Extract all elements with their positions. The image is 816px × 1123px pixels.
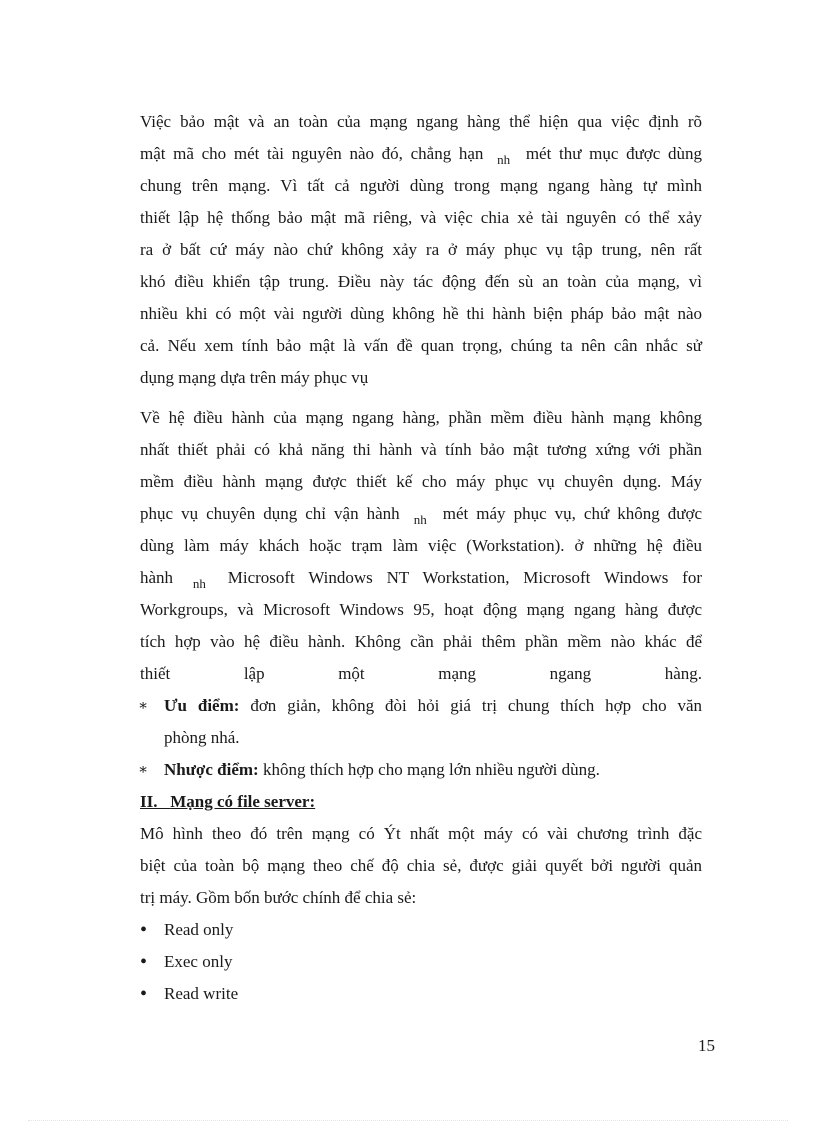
pros-line-2: phòng nhá.: [164, 728, 240, 747]
list-item-read-write: Read write: [164, 984, 239, 1003]
page-number: 15: [698, 1036, 715, 1055]
list-item-exec-only: Exec only: [164, 952, 233, 971]
para2-word: thiết: [140, 664, 171, 683]
cons-text: không thích hợp cho mạng lớn nhiều người dùng.: [262, 760, 600, 779]
subscript-nh: nh: [497, 152, 511, 167]
list-item-read-only: Read only: [164, 920, 234, 939]
para1-line-4: thiết lập hệ thống bảo mật mã riêng, và việc chia xẻ tài nguyên có thể xảy: [140, 208, 702, 227]
para2-word: ngang: [549, 664, 592, 683]
para1-line-2: [140, 138, 702, 170]
section-number: II.: [140, 792, 158, 811]
para2-line-7: Workgroups, và Microsoft Windows 95, hoạt động mạng ngang hàng được: [140, 600, 702, 619]
para2-line-4a: phục vụ chuyên dụng chỉ vận hành: [140, 504, 400, 523]
cons-bullet-icon: ∗: [138, 762, 149, 778]
pros-line-1: [164, 690, 702, 722]
section-line-2: biệt của toàn bộ mạng theo chế độ chia sẻ, được giải quyết bởi người quản: [140, 856, 702, 875]
cons-line: [164, 754, 702, 786]
para2-word: hàng.: [664, 664, 703, 683]
para1-line-2a: mật mã cho mét tài nguyên nào đó, chẳng hạn: [140, 144, 484, 163]
section-title: Mạng có file server:: [170, 792, 316, 811]
section-line-1: Mô hình theo đó trên mạng có Ýt nhất một máy có vài chương trình đặc: [140, 824, 702, 843]
para1-line-1: Việc bảo mật và an toàn của mạng ngang hàng thể hiện qua việc định rõ: [140, 112, 702, 131]
footer-divider: [28, 1120, 788, 1121]
para2-line-8: tích hợp vào hệ điều hành. Không cần phải thêm phần mềm nào khác để: [140, 632, 702, 651]
para2-line-1: Về hệ điều hành của mạng ngang hàng, phần mềm điều hành mạng không: [140, 408, 702, 427]
list-bullet-icon: •: [140, 919, 148, 941]
section-line-3: trị máy. Gồm bốn bước chính để chia sẻ:: [140, 888, 417, 907]
pros-text: đơn giản, không đòi hỏi giá trị chung thích hợp cho văn: [250, 696, 703, 715]
para1-line-8: cả. Nếu xem tính bảo mật là vấn đề quan trọng, chúng ta nên cân nhắc sử: [140, 336, 702, 355]
section-heading: [140, 786, 702, 818]
subscript-nh: nh: [192, 576, 206, 591]
para1-line-2b: mét thư mục được dùng: [525, 144, 702, 163]
pros-label: Ưu điểm:: [164, 696, 240, 715]
para2-line-9: [140, 658, 702, 690]
list-bullet-icon: •: [140, 951, 148, 973]
para1-line-5: ra ở bất cứ máy nào chứ không xảy ra ở máy phục vụ tập trung, nên rất: [140, 240, 702, 259]
para2-word: mạng: [438, 664, 477, 683]
para2-line-6: [140, 562, 702, 594]
para1-line-6: khó điều khiển tập trung. Điều này tác động đến sù an toàn của mạng, vì: [140, 272, 702, 291]
cons-label: Nhược điểm:: [164, 760, 259, 779]
subscript-nh: nh: [413, 512, 427, 527]
para1-line-7: nhiều khi có một vài người dùng không hề thi hành biện pháp bảo mật nào: [140, 304, 702, 323]
para2-word: một: [338, 664, 365, 683]
para1-line-3: chung trên mạng. Vì tất cả người dùng trong mạng ngang hàng tự mình: [140, 176, 702, 195]
para2-line-3: mềm điều hành mạng được thiết kế cho máy phục vụ chuyên dụng. Máy: [140, 472, 702, 491]
para1-line-9: dụng mạng dựa trên máy phục vụ: [140, 368, 369, 387]
para2-line-4: [140, 498, 702, 530]
pros-bullet-icon: ∗: [138, 698, 149, 714]
para2-word: lập: [243, 664, 265, 683]
para2-line-6a: hành: [140, 568, 174, 587]
para2-line-5: dùng làm máy khách hoặc trạm làm việc (Workstation). ở những hệ điều: [140, 536, 702, 555]
para2-line-6b: Microsoft Windows NT Workstation, Microsoft Windows for: [227, 568, 703, 587]
list-bullet-icon: •: [140, 983, 148, 1005]
para2-line-4b: mét máy phục vụ, chứ không được: [442, 504, 702, 523]
para2-line-2: nhất thiết phải có khả năng thi hành và tính bảo mật tương xứng với phần: [140, 440, 702, 459]
